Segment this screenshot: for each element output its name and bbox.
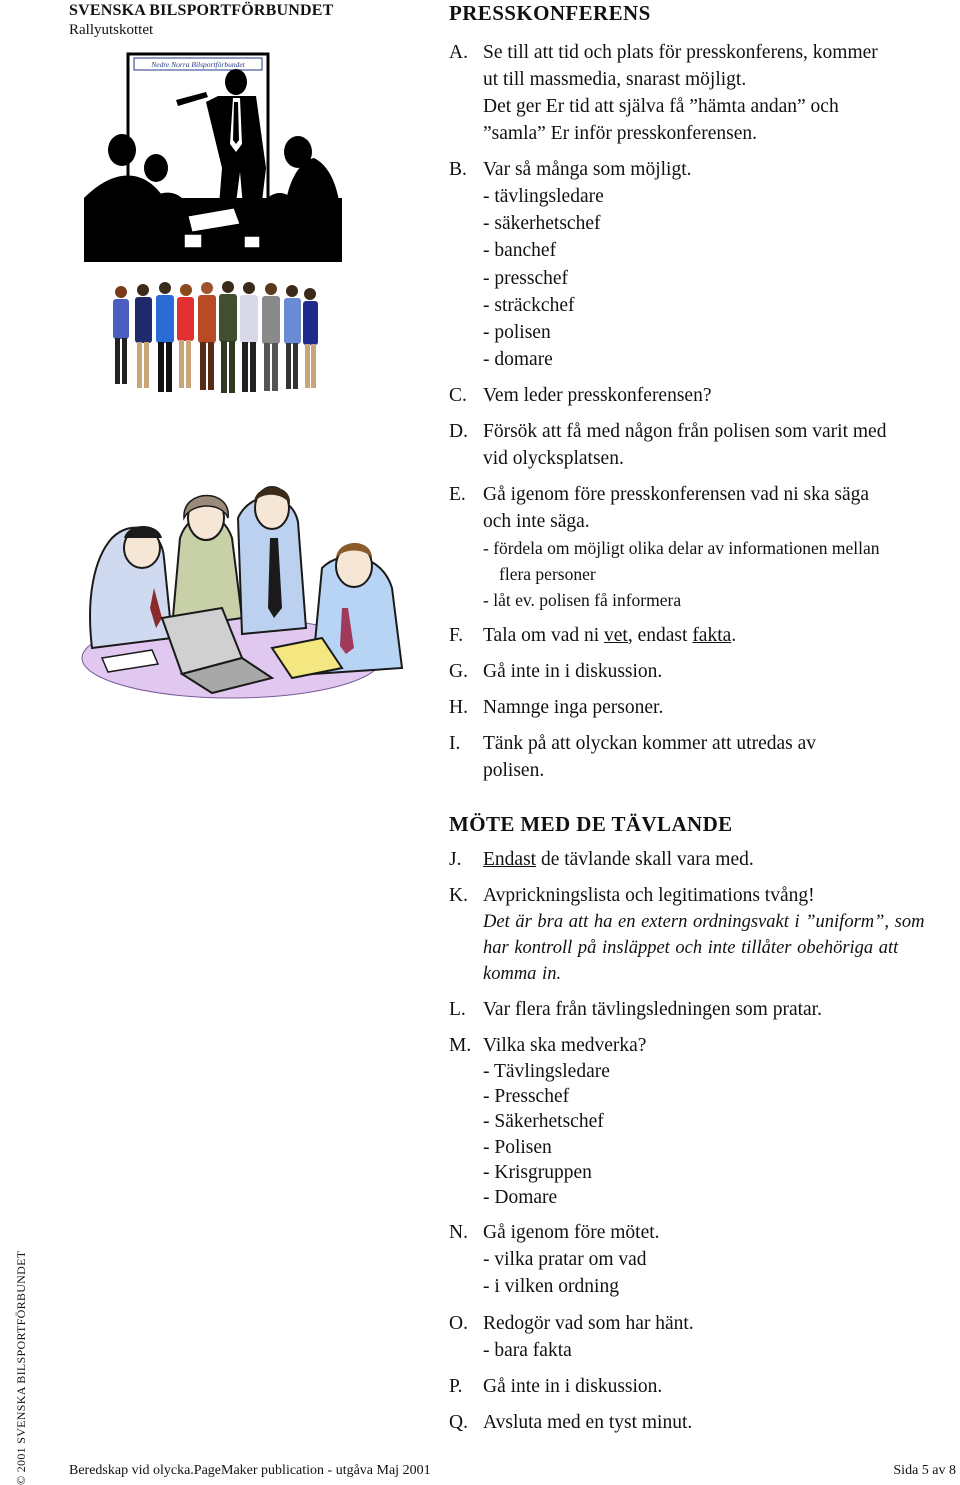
footer-page-number: Sida 5 av 8 [893, 1463, 956, 1478]
press-item-g [449, 658, 959, 685]
press-conference-section [449, 1, 959, 784]
footer-publication: Beredskap vid olycka.PageMaker publication - utgåva Maj 2001 [69, 1463, 431, 1478]
item-text: Var så många som möjligt. [483, 159, 692, 180]
sub-item: - Domare [483, 1187, 558, 1209]
item-letter: I. [449, 733, 461, 755]
item-text: Avprickningslista och legitimations tvång! [483, 885, 815, 906]
press-item-e [449, 481, 959, 613]
item-text: . [731, 625, 737, 647]
item-letter: H. [449, 697, 468, 719]
sub-item: - polisen [483, 322, 551, 344]
item-letter: B. [449, 159, 467, 180]
note-line: har kontroll på insläppet och inte tillåter obehöriga att [483, 938, 899, 958]
item-line: Det ger Er tid att själva få ”hämta andan” och [483, 96, 839, 117]
press-item-c [449, 382, 959, 409]
item-text: Tala om vad ni [483, 625, 605, 647]
sub-item: - presschef [483, 267, 568, 289]
item-text: Avsluta med en tyst minut. [483, 1411, 693, 1433]
sub-item: - banchef [483, 240, 557, 262]
meeting-item-j [449, 846, 959, 873]
meeting-banner-text: Nedre Norra Bilsportförbundet [151, 60, 245, 69]
press-item-f [449, 622, 959, 649]
underlined-word: vet [604, 625, 628, 647]
item-line: Se till att tid och plats för presskonferens, kommer [483, 42, 878, 63]
item-letter: A. [449, 42, 468, 63]
item-line: Tänk på att olyckan kommer att utredas av [483, 733, 817, 755]
press-item-h [449, 694, 959, 721]
item-line: ut till massmedia, snarast möjligt. [483, 69, 747, 90]
meeting-item-m [449, 1032, 959, 1210]
team-laptop-illustration [72, 478, 412, 703]
item-letter: J. [449, 849, 462, 870]
meeting-item-n [449, 1219, 959, 1300]
sub-item: - bara fakta [483, 1339, 572, 1361]
press-item-b [449, 156, 959, 373]
sub-item: - säkerhetschef [483, 213, 601, 235]
item-text: Redogör vad som har hänt. [483, 1312, 694, 1334]
note-line: komma in. [483, 964, 562, 984]
item-line: polisen. [483, 760, 545, 782]
meeting-item-o [449, 1310, 959, 1364]
organization-name: SVENSKA BILSPORTFÖRBUNDET [69, 2, 334, 19]
press-item-a [449, 39, 959, 147]
item-text: Gå inte in i diskussion. [483, 1375, 663, 1397]
sub-item: - Presschef [483, 1086, 570, 1108]
sub-item: - tävlingsledare [483, 186, 604, 207]
item-letter: N. [449, 1222, 468, 1244]
underlined-word: Endast [483, 849, 537, 870]
item-line: och inte säga. [483, 511, 590, 533]
item-letter: F. [449, 625, 464, 647]
sub-item: - i vilken ordning [483, 1276, 619, 1298]
copyright-notice: © 2001 SVENSKA BILSPORTFÖRBUNDET [14, 1250, 28, 1485]
item-line: Gå igenom före presskonferensen vad ni ska säga [483, 484, 870, 506]
meeting-title: MÖTE MED DE TÄVLANDE [449, 812, 733, 836]
sub-item: - vilka pratar om vad [483, 1249, 647, 1271]
item-letter: K. [449, 885, 468, 906]
sub-item-continuation: flera personer [499, 564, 596, 585]
item-letter: D. [449, 421, 468, 443]
press-conference-title: PRESSKONFERENS [449, 1, 651, 25]
sub-item: - Säkerhetschef [483, 1111, 604, 1133]
italic-note [449, 909, 959, 987]
group-of-people-illustration [107, 278, 319, 408]
item-text: Namnge inga personer. [483, 697, 664, 719]
sub-item: - Tävlingsledare [483, 1061, 610, 1082]
note-line: Det är bra att ha en extern ordningsvakt i ”uniform”, som [483, 912, 925, 932]
presentation-meeting-illustration [84, 48, 342, 262]
meeting-section [449, 812, 959, 1436]
sub-item: - Polisen [483, 1136, 552, 1158]
item-letter: E. [449, 484, 466, 506]
item-letter: Q. [449, 1411, 468, 1433]
sub-item: - låt ev. polisen få informera [483, 590, 682, 611]
item-letter: O. [449, 1312, 468, 1334]
item-line: vid olycksplatsen. [483, 448, 624, 470]
meeting-item-l [449, 996, 959, 1023]
sub-item: - Krisgruppen [483, 1161, 592, 1183]
meeting-item-k [449, 882, 959, 987]
meeting-item-q [449, 1409, 959, 1436]
item-text: de tävlande skall vara med. [536, 849, 754, 870]
item-text: Gå igenom före mötet. [483, 1222, 660, 1244]
sub-item: - sträckchef [483, 294, 575, 316]
press-item-i [449, 730, 959, 784]
sub-item: - domare [483, 349, 553, 371]
item-letter: G. [449, 661, 468, 683]
item-text: , endast [627, 625, 693, 647]
item-letter: M. [449, 1035, 472, 1056]
committee-name: Rallyutskottet [69, 22, 154, 38]
item-letter: P. [449, 1375, 463, 1397]
item-text: Vilka ska medverka? [483, 1035, 647, 1056]
item-line: Försök att få med någon från polisen som varit med [483, 421, 887, 443]
item-text: Gå inte in i diskussion. [483, 661, 663, 683]
sub-item: - fördela om möjligt olika delar av informationen mellan [483, 538, 880, 559]
item-text: Vem leder presskonferensen? [483, 385, 712, 407]
press-item-d [449, 418, 959, 472]
item-text: Var flera från tävlingsledningen som pratar. [483, 999, 822, 1020]
item-letter: L. [449, 999, 466, 1020]
underlined-word: fakta [692, 625, 732, 647]
item-letter: C. [449, 385, 467, 407]
item-line: ”samla” Er inför presskonferensen. [483, 123, 757, 144]
meeting-item-p [449, 1373, 959, 1400]
